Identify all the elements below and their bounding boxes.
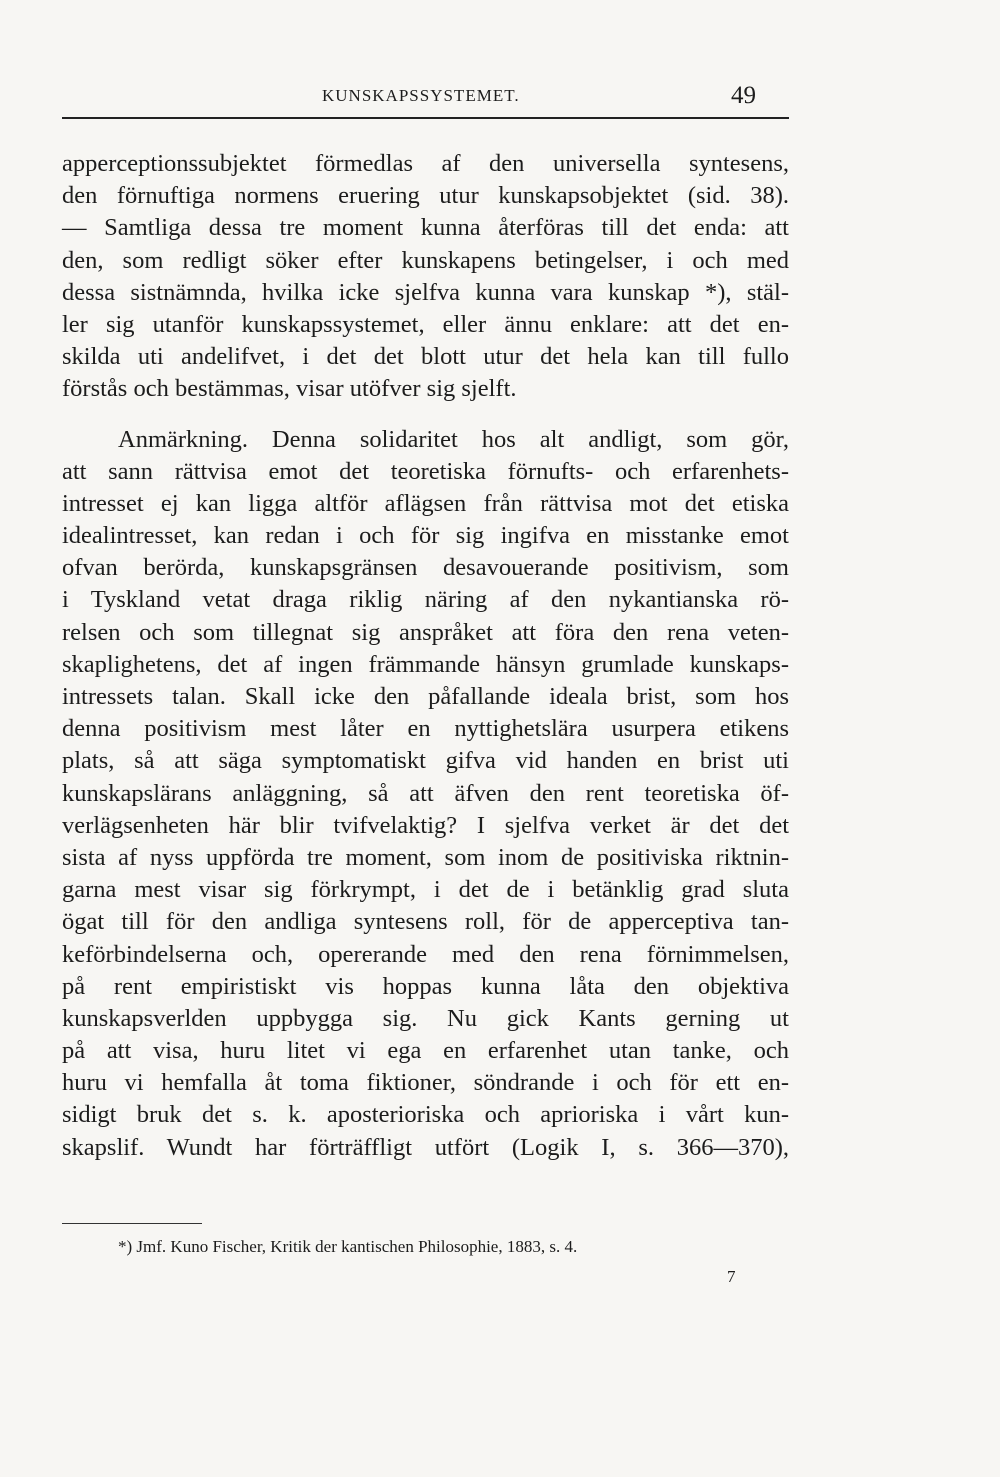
text-line: förstås och bestämmas, visar utöfver sig sjelft. — [62, 375, 517, 403]
text-line: ögat till för den andliga syntesens roll, för de apperceptiva tan- — [62, 908, 789, 936]
text-line: att sann rättvisa emot det teoretiska förnufts- och erfarenhets- — [62, 457, 789, 485]
text-line: relsen och som tillegnat sig anspråket att föra den rena veten- — [62, 618, 789, 646]
text-line: kunskapsverlden uppbygga sig. Nu gick Kants gerning ut — [62, 1004, 789, 1032]
body-text — [62, 148, 789, 1164]
text-line: verlägsenheten här blir tvifvelaktig? I sjelfva verket är det det — [62, 811, 789, 839]
text-line: intressets talan. Skall icke den påfallande ideala brist, som hos — [62, 683, 789, 710]
text-line: — Samtliga dessa tre moment kunna återföras till det enda: att — [62, 214, 789, 242]
text-line: skapslif. Wundt har förträffligt utfört (Logik I, s. 366—370), — [62, 1133, 789, 1161]
text-line: den, som redligt söker efter kunskapens betingelser, i och med — [62, 246, 789, 274]
footnote: *) Jmf. Kuno Fischer, Kritik der kantischen Philosophie, 1883, s. 4. — [118, 1237, 578, 1256]
text-line: skilda uti andelifvet, i det det blott utur det hela kan till fullo — [62, 343, 789, 371]
text-line: sidigt bruk det s. k. aposterioriska och aprioriska i vårt kun- — [62, 1101, 789, 1129]
text-line: denna positivism mest låter en nyttighetslära usurpera etikens — [62, 715, 789, 743]
text-line: kunskapslärans anläggning, så att äfven den rent teoretiska öf- — [62, 779, 789, 807]
text-line: apperceptionssubjektet förmedlas af den universella syntesens, — [62, 150, 789, 177]
text-line: keförbindelserna och, opererande med den rena förnimmelsen, — [62, 940, 789, 968]
text-line: sista af nyss uppförda tre moment, som inom de positiviska riktnin- — [62, 843, 789, 871]
text-line: idealintresset, kan redan i och för sig ingifva en misstanke emot — [62, 522, 789, 550]
page-number: 49 — [731, 82, 756, 109]
footnote-rule — [62, 1223, 202, 1224]
text-line: intresset ej kan ligga altför aflägsen från rättvisa mot det etiska — [62, 489, 789, 517]
text-line: skaplighetens, det af ingen främmande hänsyn grumlade kunskaps- — [62, 650, 789, 678]
annotation-heading-line: Anmärkning. Denna solidaritet hos alt andligt, som gör, — [118, 425, 789, 453]
text-line: ofvan berörda, kunskapsgränsen desavouerande positivism, som — [62, 554, 789, 582]
text-line: på rent empiristiskt vis hoppas kunna låta den objektiva — [62, 972, 789, 1000]
header-rule — [62, 117, 789, 119]
text-line: den förnuftiga normens eruering utur kunskapsobjektet (sid. 38). — [62, 182, 789, 210]
text-line: på att visa, huru litet vi ega en erfarenhet utan tanke, och — [62, 1037, 789, 1065]
running-title: KUNSKAPSSYSTEMET. — [322, 86, 520, 105]
text-line: plats, så att säga symptomatiskt gifva vid handen en brist uti — [62, 747, 789, 775]
text-line: i Tyskland vetat draga riklig näring af den nykantianska rö- — [62, 586, 789, 614]
text-line: garna mest visar sig förkrympt, i det de i betänklig grad sluta — [62, 876, 789, 904]
signature-mark: 7 — [727, 1267, 736, 1286]
text-line: ler sig utanför kunskapssystemet, eller ännu enklare: att det en- — [62, 310, 789, 338]
text-line: dessa sistnämnda, hvilka icke sjelfva kunna vara kunskap *), stäl- — [62, 278, 789, 306]
text-line: huru vi hemfalla åt toma fiktioner, söndrande i och för ett en- — [62, 1069, 789, 1097]
paragraph-gap — [62, 406, 789, 424]
